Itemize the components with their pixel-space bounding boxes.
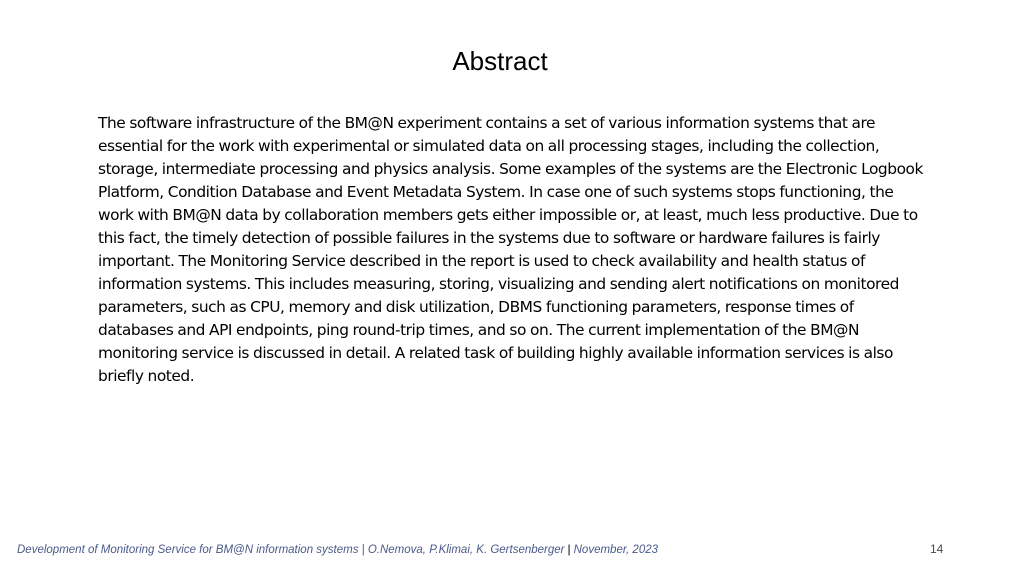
page-number: 14 bbox=[930, 542, 944, 556]
footer-date: November, 2023 bbox=[573, 544, 659, 556]
footer-presentation-info: Development of Monitoring Service for BM@N information systems | O.Nemova, P.Klimai, K. Gertsenberger bbox=[17, 544, 565, 556]
footer bbox=[17, 542, 658, 556]
abstract-text: The software infrastructure of the BM@N experiment contains a set of various information systems that are essential for the work with experimental or simulated data on all processing stages, including the collection, storage, intermediate processing and physics analysis. Some examples of the systems are the Electronic Logbook Platform, Condition Database and Event Metadata System. In case one of such systems stops functioning, the work with BM@N data by collaboration members gets either impossible or, at least, much less productive. Due to this fact, the timely detection of possible failures in the systems due to software or hardware failures is fairly important. The Monitoring Service described in the report is used to check availability and health status of information systems. This includes measuring, storing, visualizing and sending alert notifications on monitored parameters, such as CPU, memory and disk utilization, DBMS functioning parameters, response times of databases and API endpoints, ping round-trip times, and so on. The current implementation of the BM@N monitoring service is discussed in detail. A related task of building highly available information services is also briefly noted. bbox=[98, 114, 923, 385]
footer-separator: | bbox=[567, 542, 571, 556]
slide-title: Abstract bbox=[452, 46, 548, 76]
